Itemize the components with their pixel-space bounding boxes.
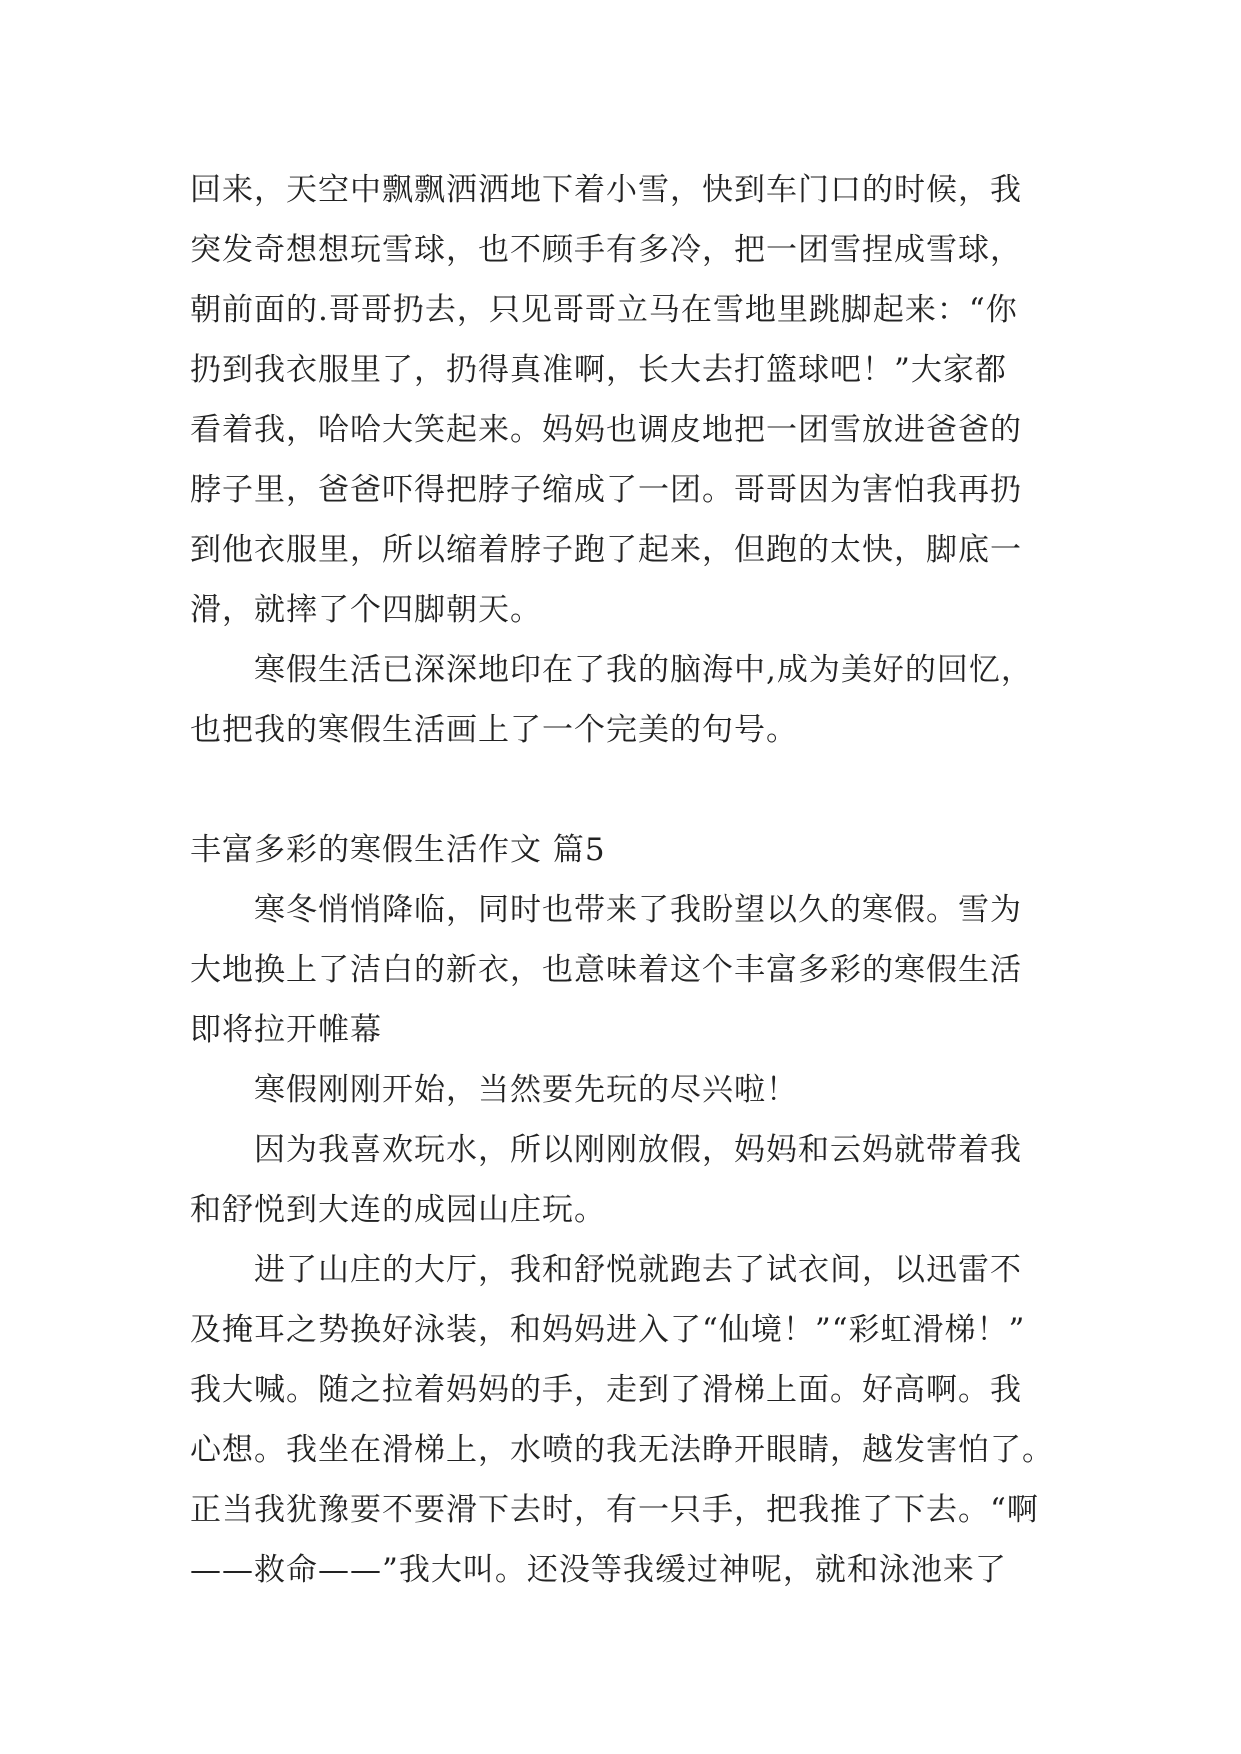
text-line: 大地换上了洁白的新衣，也意味着这个丰富多彩的寒假生活 — [190, 952, 1022, 988]
text-line: 到他衣服里，所以缩着脖子跑了起来，但跑的太快，脚底一 — [190, 532, 1022, 568]
text-line: 朝前面的.哥哥扔去，只见哥哥立马在雪地里跳脚起来：“你 — [190, 292, 1018, 328]
text-line: 寒冬悄悄降临，同时也带来了我盼望以久的寒假。雪为 — [254, 892, 1022, 928]
text-line: 进了山庄的大厅，我和舒悦就跑去了试衣间，以迅雷不 — [254, 1252, 1022, 1288]
text-line: 回来，天空中飘飘洒洒地下着小雪，快到车门口的时候，我 — [190, 172, 1022, 208]
text-line: 及掩耳之势换好泳装，和妈妈进入了“仙境！”“彩虹滑梯！” — [190, 1312, 1026, 1348]
paragraph-slide — [190, 1240, 1070, 1600]
text-line: 寒假生活已深深地印在了我的脑海中,成为美好的回忆， — [254, 652, 1033, 688]
paragraph-start — [190, 1060, 1070, 1120]
document-body — [190, 160, 1070, 1600]
text-line: 心想。我坐在滑梯上，水喷的我无法睁开眼睛，越发害怕了。 — [190, 1432, 1054, 1468]
text-line: 我大喊。随之拉着妈妈的手，走到了滑梯上面。好高啊。我 — [190, 1372, 1022, 1408]
paragraph-intro — [190, 880, 1070, 1060]
text-line: 突发奇想想玩雪球，也不顾手有多冷，把一团雪捏成雪球， — [190, 232, 1022, 268]
paragraph-snowball — [190, 160, 1070, 640]
text-line: 即将拉开帷幕 — [190, 1012, 382, 1048]
text-line: 扔到我衣服里了，扔得真准啊，长大去打篮球吧！”大家都 — [190, 352, 1007, 388]
text-line: 和舒悦到大连的成园山庄玩。 — [190, 1192, 606, 1228]
section-heading: 丰富多彩的寒假生活作文 篇5 — [190, 832, 606, 868]
text-line: 寒假刚刚开始，当然要先玩的尽兴啦！ — [254, 1072, 798, 1108]
text-line: 脖子里，爸爸吓得把脖子缩成了一团。哥哥因为害怕我再扔 — [190, 472, 1022, 508]
text-line: ——救命——”我大叫。还没等我缓过神呢，就和泳池来了 — [190, 1552, 1007, 1588]
text-line: 正当我犹豫要不要滑下去时，有一只手，把我推了下去。“啊 — [190, 1492, 1039, 1528]
text-line: 看着我，哈哈大笑起来。妈妈也调皮地把一团雪放进爸爸的 — [190, 412, 1022, 448]
paragraph-trip — [190, 1120, 1070, 1240]
text-line: 因为我喜欢玩水，所以刚刚放假，妈妈和云妈就带着我 — [254, 1132, 1022, 1168]
text-line: 滑，就摔了个四脚朝天。 — [190, 592, 542, 628]
paragraph-conclusion — [190, 640, 1070, 760]
text-line: 也把我的寒假生活画上了一个完美的句号。 — [190, 712, 798, 748]
